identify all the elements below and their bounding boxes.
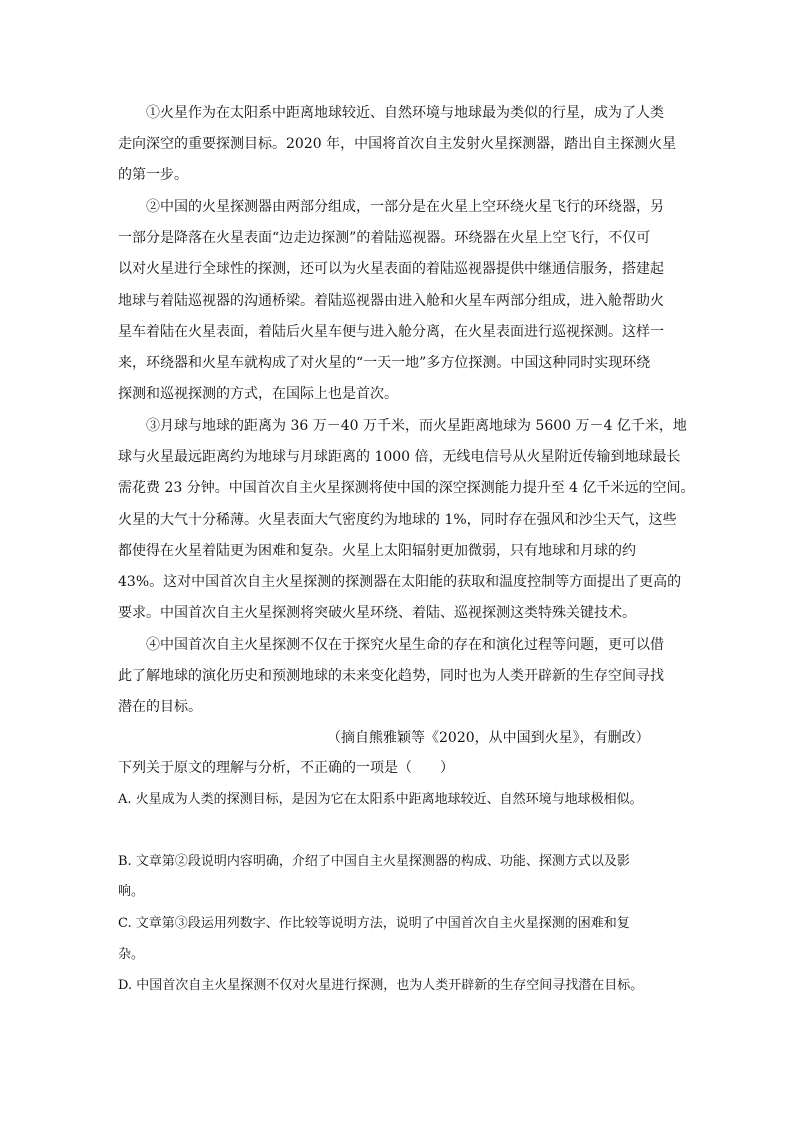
paragraph-2-line-3: 以对火星进行全球性的探测，还可以为火星表面的着陆巡视器提供中继通信服务，搭建起 [118, 261, 664, 277]
paragraph-4-line-1: ④中国首次自主火星探测不仅在于探究火星生命的存在和演化过程等问题，更可以借 [146, 637, 664, 653]
paragraph-1-line-2: 走向深空的重要探测目标。2020 年，中国将首次自主发射火星探测器，踏出自主探测火星 [118, 136, 677, 152]
paragraph-3-line-5: 都使得在火星着陆更为困难和复杂。火星上太阳辐射更加微弱，只有地球和月球的约 [118, 543, 636, 559]
paragraph-2-line-4: 地球与着陆巡视器的沟通桥梁。着陆巡视器由进入舱和火星车两部分组成，进入舱帮助火 [118, 293, 664, 309]
paragraph-2-line-6: 来，环绕器和火星车就构成了对火星的“一天一地”多方位探测。中国这种同时实现环绕 [118, 355, 651, 371]
paragraph-1-line-3: 的第一步。 [118, 167, 188, 183]
paragraph-1-line-1: ①火星作为在太阳系中距离地球较近、自然环境与地球最为类似的行星，成为了人类 [146, 105, 664, 121]
paragraph-3-line-1: ③月球与地球的距离为 36 万－40 万千米，而火星距离地球为 5600 万－4 亿千米，地 [146, 418, 687, 434]
option-c-line-2: 杂。 [118, 947, 145, 962]
paragraph-3-line-7: 要求。中国首次自主火星探测将突破火星环绕、着陆、巡视探测这类特殊关键技术。 [118, 605, 636, 621]
paragraph-3-line-3: 需花费 23 分钟。中国首次自主火星探测将使中国的深空探测能力提升至 4 亿千米远的空间。 [118, 480, 695, 496]
paragraph-4-line-2: 此了解地球的演化历史和预测地球的未来变化趋势，同时也为人类开辟新的生存空间寻找 [118, 668, 664, 684]
paragraph-2-line-1: ②中国的火星探测器由两部分组成，一部分是在火星上空环绕火星飞行的环绕器，另 [146, 199, 664, 215]
source-attribution: （摘自熊雅颖等《2020，从中国到火星》，有删改） [327, 730, 650, 746]
paragraph-4-line-3: 潜在的目标。 [118, 699, 202, 715]
option-c-line-1: C. 文章第③段运用列数字、作比较等说明方法，说明了中国首次自主火星探测的困难和复 [118, 916, 630, 931]
option-d: D. 中国首次自主火星探测不仅对火星进行探测，也为人类开辟新的生存空间寻找潜在目标。 [118, 978, 644, 993]
paragraph-3-line-6: 43%。这对中国首次自主火星探测的探测器在太阳能的获取和温度控制等方面提出了更高的 [118, 574, 682, 590]
paragraph-3-line-4: 火星的大气十分稀薄。火星表面大气密度约为地球的 1%，同时存在强风和沙尘天气，这些 [118, 512, 677, 528]
paragraph-2-line-2: 一部分是降落在火星表面“边走边探测”的着陆巡视器。环绕器在火星上空飞行，不仅可 [118, 230, 651, 246]
option-b-line-1: B. 文章第②段说明内容明确，介绍了中国自主火星探测器的构成、功能、探测方式以及影 [118, 854, 630, 869]
option-a: A. 火星成为人类的探测目标，是因为它在太阳系中距离地球较近、自然环境与地球极相似。 [118, 792, 643, 807]
paragraph-2-line-5: 星车着陆在火星表面，着陆后火星车便与进入舱分离，在火星表面进行巡视探测。这样一 [118, 324, 664, 340]
paragraph-2-line-7: 探测和巡视探测的方式，在国际上也是首次。 [118, 386, 398, 402]
paragraph-3-line-2: 球与火星最远距离约为地球与月球距离的 1000 倍，无线电信号从火星附近传输到地球最长 [118, 449, 681, 465]
question-stem: 下列关于原文的理解与分析，不正确的一项是（ ） [118, 760, 454, 776]
option-b-line-2: 响。 [118, 884, 145, 899]
